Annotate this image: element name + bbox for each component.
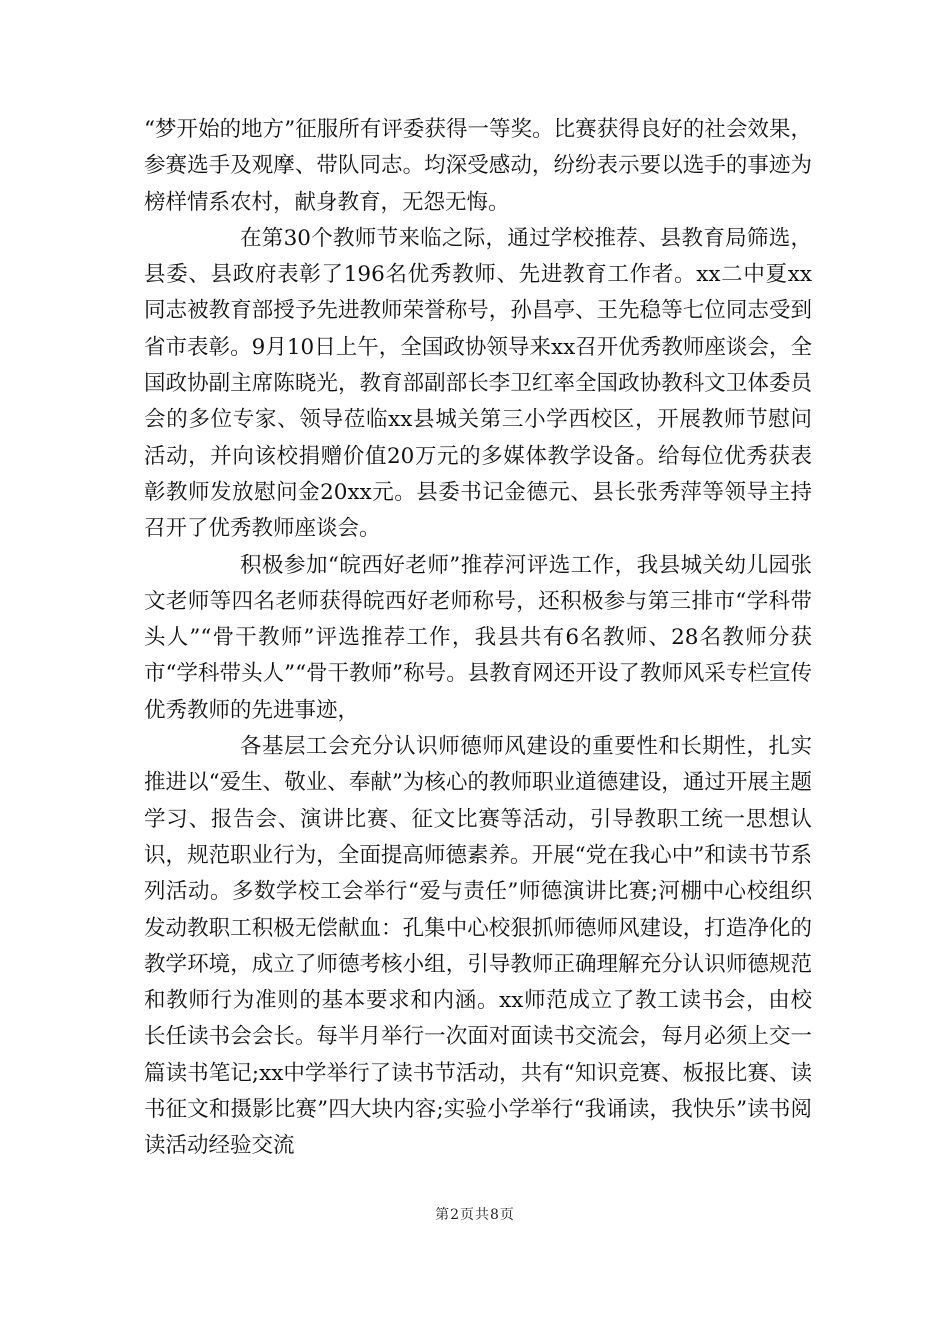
paragraph-good-teacher-selection: 积极参加“皖西好老师”推荐河评选工作，我县城关幼儿园张文老师等四名老师获得皖西好老师称号，还积极参与第三排市“学科带头人”“骨干教师”评选推荐工作，我县共有6名教师、28名教师分获市“学科带头人”“骨干教师”称号。县教育网还开设了教师风采专栏宣传优秀教师的先进事迹，	[144, 552, 812, 723]
paragraph-teacher-ethics: 各基层工会充分认识师德师风建设的重要性和长期性，扎实推进以“爱生、敬业、奉献”为核心的教师职业道德建设，通过开展主题学习、报告会、演讲比赛、征文比赛等活动，引导教职工统一思想认识，规范职业行为，全面提高师德素养。开展“党在我心中”和读书节系列活动。多数学校工会举行“爱与责任”师德演讲比赛;河棚中心校组织发动教职工积极无偿献血：孔集中心校狠抓师德师风建设，打造净化的教学环境，成立了师德考核小组，引导教师正确理解充分认识师德规范和教师行为准则的基本要求和内涵。xx师范成立了教工读书会，由校长任读书会会长。每半月举行一次面对面读书交流会，每月必须上交一篇读书笔记;xx中学举行了读书节活动，共有“知识竞赛、板报比赛、读书征文和摄影比赛”四大块内容;实验小学举行“我诵读，我快乐”读书阅读活动经验交流	[144, 734, 812, 1159]
document-body	[144, 112, 812, 1165]
paragraph-continuation: “梦开始的地方”征服所有评委获得一等奖。比赛获得良好的社会效果，参赛选手及观摩、带队同志。均深受感动，纷纷表示要以选手的事迹为榜样情系农村，献身教育，无怨无悔。	[144, 117, 812, 215]
page-number-footer: 第2页共8页	[435, 1207, 515, 1223]
paragraph-teachers-day: 在第30个教师节来临之际，通过学校推荐、县教育局筛选，县委、县政府表彰了196名优秀教师、先进教育工作者。xx二中夏xx同志被教育部授予先进教师荣誉称号，孙昌亭、王先稳等七位同志受到省市表彰。9月10日上午，全国政协领导来xx召开优秀教师座谈会，全国政协副主席陈晓光，教育部副部长李卫红率全国政协教科文卫体委员会的多位专家、领导莅临xx县城关第三小学西校区，开展教师节慰问活动，并向该校捐赠价值20万元的多媒体教学设备。给每位优秀获表彰教师发放慰问金20xx元。县委书记金德元、县长张秀萍等领导主持召开了优秀教师座谈会。	[144, 225, 812, 542]
